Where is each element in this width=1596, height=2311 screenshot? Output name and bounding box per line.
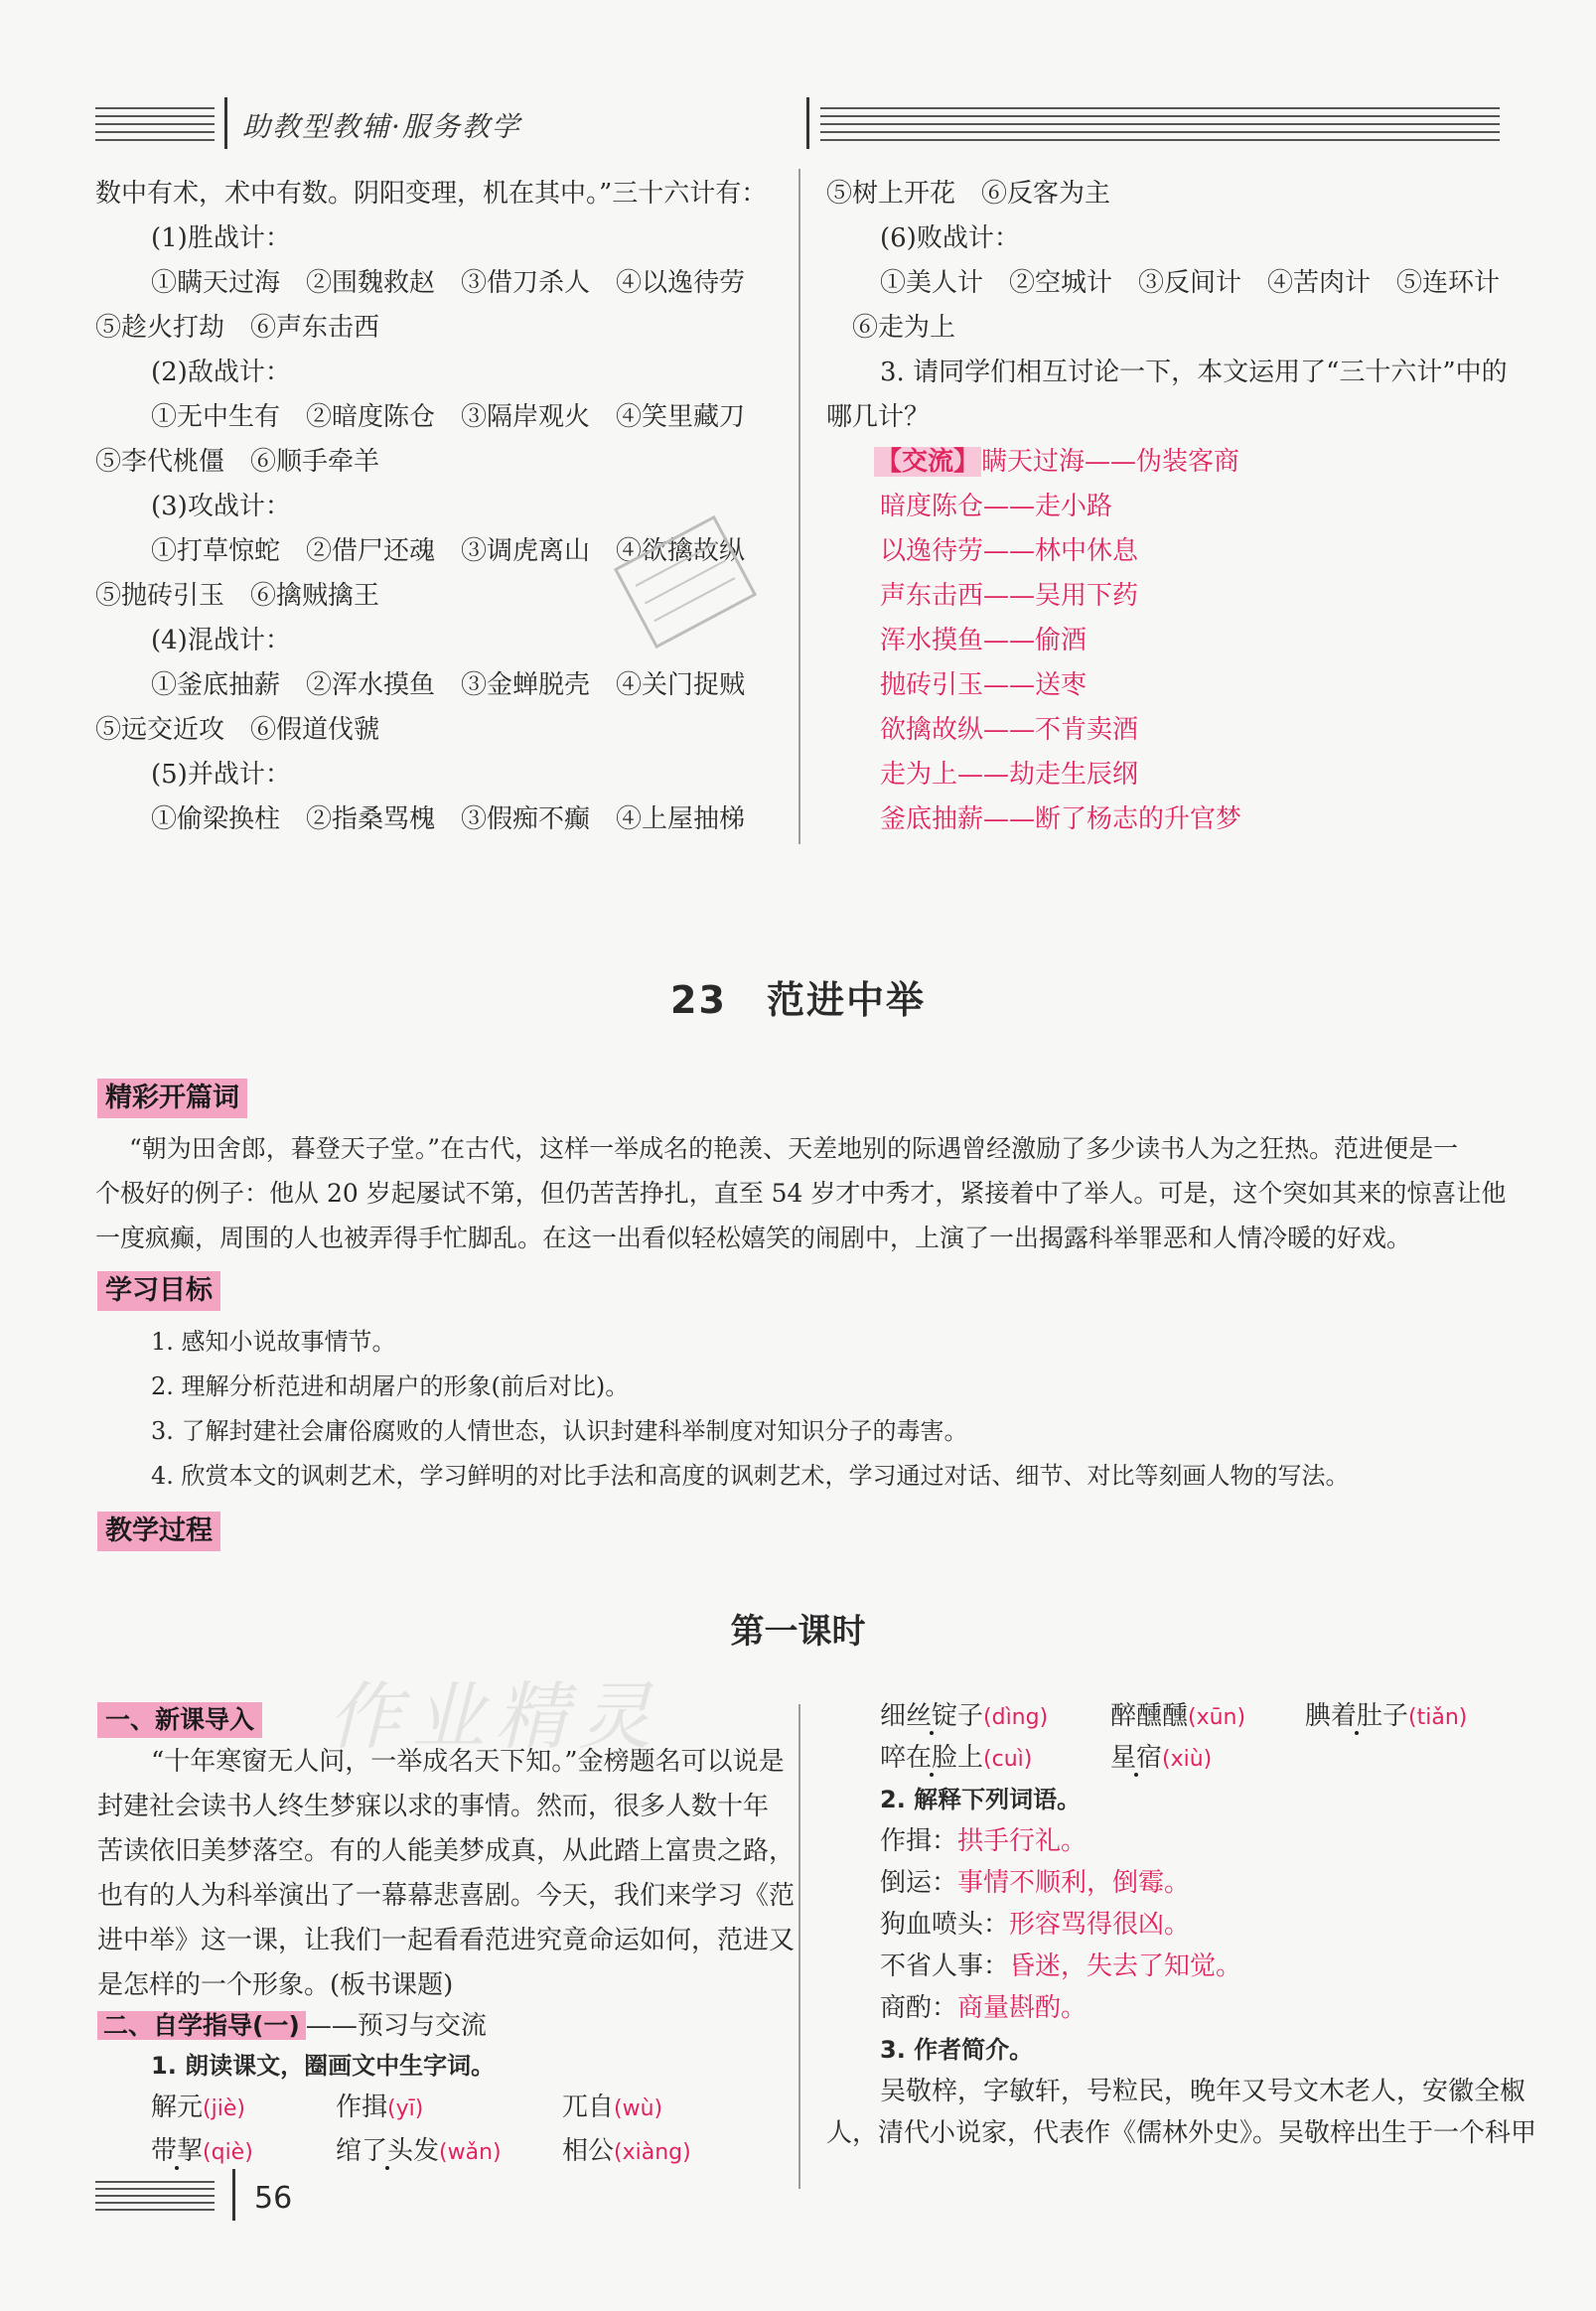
group-line: ⑥走为上 bbox=[852, 313, 956, 343]
definition-item bbox=[880, 1903, 1190, 1948]
word-item bbox=[562, 2129, 691, 2175]
group-name: (3)攻战计： bbox=[151, 492, 291, 521]
header-title: 助教型教辅·服务教学 bbox=[242, 110, 521, 143]
header-divider-left bbox=[224, 97, 227, 149]
section-badge-opening: 精彩开篇词 bbox=[97, 1079, 247, 1118]
import-line: 封建社会读书人终生梦寐以求的事情。然而，很多人数十年 bbox=[97, 1792, 770, 1821]
author-line: 人，清代小说家，代表作《儒林外史》。吴敬梓出生于一个科甲 bbox=[826, 2118, 1537, 2148]
group-line: ⑤趁火打劫 ⑥声东击西 bbox=[95, 313, 380, 343]
import-line: 也有的人为科举演出了一幕幕悲喜剧。今天，我们来学习《范 bbox=[97, 1881, 796, 1911]
word: 醉醺醺 bbox=[1110, 1701, 1189, 1731]
import-line: 是怎样的一个形象。(板书课题) bbox=[97, 1970, 454, 2000]
group-line: ①无中生有 ②暗度陈仓 ③隔岸观火 ④笑里藏刀 bbox=[151, 402, 746, 432]
footer-divider bbox=[232, 2169, 235, 2221]
header-rule-right bbox=[820, 107, 1500, 141]
word-item bbox=[880, 1694, 1048, 1740]
header-rule-left bbox=[95, 107, 215, 141]
answer-item: 釜底抽薪——断了杨志的升官梦 bbox=[880, 804, 1242, 834]
group-name: (4)混战计： bbox=[151, 626, 291, 655]
word-item bbox=[336, 2086, 423, 2131]
pinyin: (yī) bbox=[387, 2096, 424, 2121]
goal-item: 3. 了解封建社会庸俗腐败的人情世态，认识封建科举制度对知识分子的毒害。 bbox=[151, 1417, 968, 1445]
group-line: ⑤抛砖引玉 ⑥擒贼擒王 bbox=[95, 581, 380, 611]
group-line: ①瞒天过海 ②围魏救赵 ③借刀杀人 ④以逸待劳 bbox=[151, 268, 746, 298]
word-item bbox=[336, 2129, 502, 2175]
meaning: 商量斟酌。 bbox=[957, 1993, 1088, 2023]
word: 带挈 bbox=[151, 2136, 204, 2166]
term: 作揖： bbox=[880, 1826, 958, 1856]
group-name: (1)胜战计： bbox=[151, 223, 291, 253]
page-number: 56 bbox=[254, 2181, 293, 2216]
pinyin: (dìng) bbox=[983, 1705, 1049, 1730]
group-line: ①釜底抽薪 ②浑水摸鱼 ③金蝉脱壳 ④关门捉贼 bbox=[151, 670, 746, 700]
question-2: 2. 解释下列词语。 bbox=[880, 1786, 1082, 1813]
question-3-author: 3. 作者简介。 bbox=[880, 2036, 1034, 2064]
group-line: ⑤树上开花 ⑥反客为主 bbox=[826, 179, 1111, 209]
question-1: 1. 朗读课文，圈画文中生字词。 bbox=[151, 2052, 496, 2080]
import-line: “十年寒窗无人问，一举成名天下知。”金榜题名可以说是 bbox=[151, 1747, 785, 1777]
group-line: ⑤远交近攻 ⑥假道伐虢 bbox=[95, 715, 380, 745]
meaning: 昏迷，失去了知觉。 bbox=[1009, 1951, 1242, 1981]
word: 啐在脸上 bbox=[880, 1743, 984, 1773]
definition-item bbox=[880, 1861, 1190, 1906]
pinyin: (cuì) bbox=[983, 1747, 1033, 1772]
chapter-name: 范进中举 bbox=[766, 978, 926, 1022]
meaning: 形容骂得很凶。 bbox=[1009, 1910, 1191, 1940]
import-line: 苦读依旧美梦落空。有的人能美梦成真，从此踏上富贵之路， bbox=[97, 1836, 796, 1866]
question-3: 3. 请同学们相互讨论一下，本文运用了“三十六计”中的 bbox=[880, 358, 1508, 387]
section-badge-import: 一、新课导入 bbox=[97, 1702, 262, 1738]
author-line: 吴敬梓，字敏轩，号粒民，晚年又号文木老人，安徽全椒 bbox=[880, 2077, 1526, 2106]
group-line: ①偷梁换柱 ②指桑骂槐 ③假痴不癫 ④上屋抽梯 bbox=[151, 804, 746, 834]
word: 作揖 bbox=[336, 2093, 388, 2122]
header-divider-right bbox=[806, 97, 809, 149]
import-line: 进中举》这一课，让我们一起看看范进究竟命运如何，范进又 bbox=[97, 1926, 796, 1955]
goal-item: 1. 感知小说故事情节。 bbox=[151, 1328, 396, 1356]
word-item bbox=[1110, 1736, 1212, 1782]
chapter-number: 23 bbox=[670, 978, 727, 1022]
term: 不省人事： bbox=[880, 1951, 1010, 1981]
answer-item: 暗度陈仓——走小路 bbox=[880, 492, 1113, 521]
meaning: 拱手行礼。 bbox=[957, 1826, 1088, 1856]
goal-item: 4. 欣赏本文的讽刺艺术，学习鲜明的对比手法和高度的讽刺艺术，学习通过对话、细节、对比等刻画人物的写法。 bbox=[151, 1462, 1350, 1490]
pinyin: (xiàng) bbox=[614, 2140, 691, 2165]
answer-item: 欲擒故纵——不肯卖酒 bbox=[880, 715, 1139, 745]
word-item bbox=[1305, 1694, 1467, 1740]
opening-line: “朝为田舍郎，暮登天子堂。”在古代，这样一举成名的艳羡、天差地别的际遇曾经激励了多少读书人为之狂热。范进便是一 bbox=[129, 1134, 1459, 1163]
word-item bbox=[151, 2129, 253, 2175]
meaning: 事情不顺利，倒霉。 bbox=[957, 1868, 1191, 1898]
guide-subtitle: ——预习与交流 bbox=[305, 2011, 487, 2041]
column-divider-top bbox=[798, 169, 800, 844]
column-divider-bottom bbox=[798, 1704, 800, 2189]
group-name: (2)敌战计： bbox=[151, 358, 291, 387]
answer-text: 瞒天过海——伪装客商 bbox=[981, 447, 1240, 477]
section-badge-guide: 二、自学指导(一) bbox=[97, 2011, 306, 2040]
group-line: ⑤李代桃僵 ⑥顺手牵羊 bbox=[95, 447, 380, 477]
pinyin: (qiè) bbox=[203, 2140, 253, 2165]
footer-rule bbox=[95, 2181, 215, 2211]
pinyin: (wǎn) bbox=[439, 2140, 502, 2165]
pinyin: (tiǎn) bbox=[1408, 1705, 1468, 1730]
lesson-title: 第一课时 bbox=[730, 1612, 866, 1652]
word-item bbox=[562, 2086, 662, 2131]
term: 倒运： bbox=[880, 1868, 958, 1898]
definition-item bbox=[880, 1945, 1241, 1989]
answer-item: 声东击西——吴用下药 bbox=[880, 581, 1139, 611]
intro-line: 数中有术，术中有数。阴阳变理，机在其中。”三十六计有： bbox=[95, 179, 768, 209]
word: 解元 bbox=[151, 2093, 204, 2122]
word: 星宿 bbox=[1110, 1743, 1163, 1773]
section-badge-process: 教学过程 bbox=[97, 1512, 220, 1551]
word-item bbox=[880, 1736, 1032, 1782]
pinyin: (jiè) bbox=[203, 2096, 245, 2121]
group-line: ①美人计 ②空城计 ③反间计 ④苦肉计 ⑤连环计 bbox=[880, 268, 1501, 298]
pinyin: (xūn) bbox=[1188, 1705, 1246, 1730]
guide-heading bbox=[97, 2004, 487, 2049]
chapter-title bbox=[0, 969, 1596, 1024]
pinyin: (wù) bbox=[614, 2096, 663, 2121]
answer-item: 抛砖引玉——送枣 bbox=[880, 670, 1088, 700]
group-name: (6)败战计： bbox=[880, 223, 1020, 253]
watermark: 作业精灵 bbox=[328, 1674, 661, 1760]
opening-line: 个极好的例子：他从 20 岁起屡试不第，但仍苦苦挣扎，直至 54 岁才中秀才，紧接着中了举人。可是，这个突如其来的惊喜让他 bbox=[95, 1179, 1507, 1208]
opening-line: 一度疯癫，周围的人也被弄得手忙脚乱。在这一出看似轻松嬉笑的闹剧中，上演了一出揭露科举罪恶和人情冷暖的好戏。 bbox=[95, 1224, 1412, 1252]
answer-item: 以逸待劳——林中休息 bbox=[880, 536, 1139, 566]
goal-item: 2. 理解分析范进和胡屠户的形象(前后对比)。 bbox=[151, 1372, 630, 1400]
term: 狗血喷头： bbox=[880, 1910, 1010, 1940]
word-item bbox=[151, 2086, 245, 2131]
answer-item bbox=[874, 440, 1239, 485]
word: 细丝锭子 bbox=[880, 1701, 984, 1731]
definition-item bbox=[880, 1986, 1087, 2031]
word: 腆着肚子 bbox=[1305, 1701, 1409, 1731]
answer-item: 浑水摸鱼——偷酒 bbox=[880, 626, 1088, 655]
word: 绾了头发 bbox=[336, 2136, 440, 2166]
word: 兀自 bbox=[562, 2093, 615, 2122]
word: 相公 bbox=[562, 2136, 615, 2166]
group-line: ①打草惊蛇 ②借尸还魂 ③调虎离山 ④欲擒故纵 bbox=[151, 536, 746, 566]
section-badge-goals: 学习目标 bbox=[97, 1271, 220, 1311]
definition-item bbox=[880, 1819, 1087, 1864]
answer-item: 走为上——劫走生辰纲 bbox=[880, 760, 1139, 790]
group-name: (5)并战计： bbox=[151, 760, 291, 790]
exchange-label: 【交流】 bbox=[876, 447, 980, 477]
word-item bbox=[1110, 1694, 1245, 1740]
term: 商酌： bbox=[880, 1993, 958, 2023]
pinyin: (xiù) bbox=[1162, 1747, 1213, 1772]
question-3-cont: 哪几计？ bbox=[826, 402, 931, 432]
